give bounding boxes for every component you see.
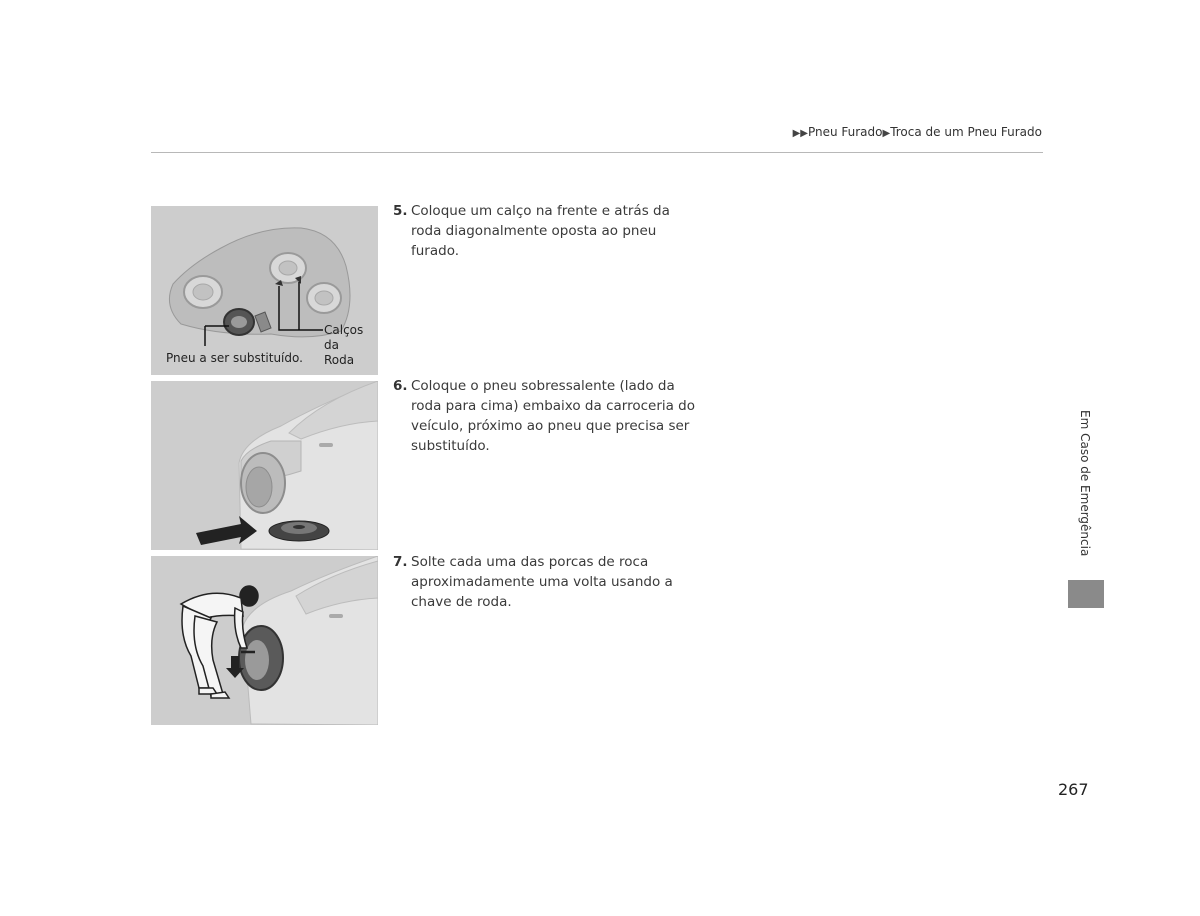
chapter-side-tab-label: Em Caso de Emergência: [1078, 410, 1092, 557]
header-divider: [151, 152, 1043, 153]
step-5: [393, 201, 703, 261]
triangle-right-icon: ▶: [882, 128, 891, 139]
triangle-right-icon: ▶▶: [792, 128, 808, 139]
figure-loosen-lug-nuts: [151, 556, 378, 725]
figure-spare-tire-placement: [151, 381, 378, 550]
step-number: 5.: [393, 203, 408, 219]
label-chocks-line2: da: [324, 338, 339, 352]
step-text: Solte cada uma das porcas de roca aproximadamente uma volta usando a chave de roda.: [411, 554, 673, 610]
chapter-side-tab[interactable]: [1065, 410, 1105, 570]
lug-nut-illustration: [151, 556, 378, 725]
step-text: Coloque o pneu sobressalente (lado da roda para cima) embaixo da carroceria do veículo, próximo ao pneu que precisa ser substituído.: [411, 378, 696, 454]
spare-tire-illustration: [151, 381, 378, 550]
spare-tire: [269, 521, 329, 541]
page-number: 267: [1058, 780, 1089, 799]
breadcrumb: [793, 125, 1042, 139]
step-number: 6.: [393, 378, 408, 394]
label-chocks-line1: Calços: [324, 323, 364, 337]
step-6: [393, 376, 703, 456]
breadcrumb-item-troca[interactable]: Troca de um Pneu Furado: [890, 125, 1042, 139]
step-text: Coloque um calço na frente e atrás da roda diagonalmente oposta ao pneu furado.: [411, 203, 670, 259]
label-chocks-line3: Roda: [324, 353, 355, 367]
chapter-tab-marker: [1068, 580, 1104, 608]
wheel-rear-left: [184, 276, 222, 308]
figure-wheel-chocks: [151, 206, 378, 375]
wheel-chocks-illustration: [151, 206, 378, 375]
label-tire-to-replace: Pneu a ser substituído.: [166, 351, 303, 365]
step-number: 7.: [393, 554, 408, 570]
breadcrumb-item-pneu-furado[interactable]: Pneu Furado: [807, 125, 883, 139]
step-7: [393, 552, 703, 612]
